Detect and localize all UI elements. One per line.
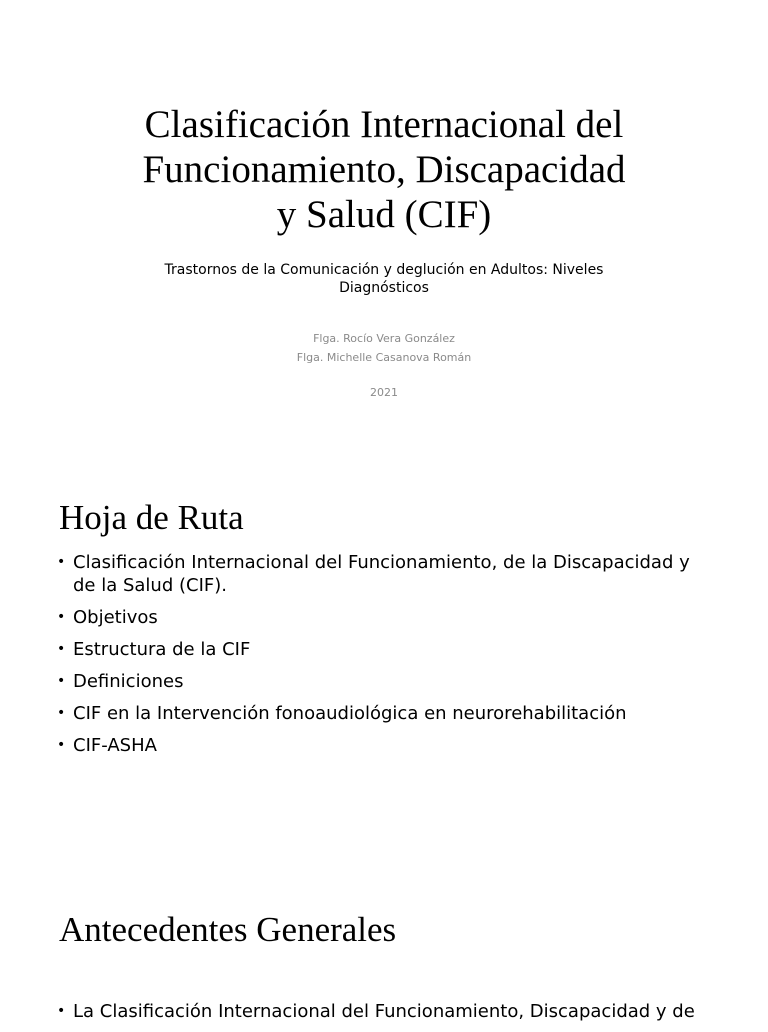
roadmap-list bbox=[57, 551, 717, 766]
title-slide bbox=[0, 0, 768, 450]
bullet-icon: • bbox=[57, 554, 66, 570]
list-item-text: Clasificación Internacional del Funcionamiento, de la Discapacidad y de la Salud (CIF). bbox=[73, 552, 690, 596]
list-item-text: Objetivos bbox=[73, 607, 158, 628]
bullet-icon: • bbox=[57, 1003, 66, 1019]
subtitle-line: Diagnósticos bbox=[339, 280, 429, 296]
list-item bbox=[57, 606, 717, 629]
list-item bbox=[57, 734, 717, 757]
list-item bbox=[57, 1000, 717, 1023]
subtitle-line: Trastornos de la Comunicación y deglución en Adultos: Niveles bbox=[164, 262, 604, 278]
presentation-year: 2021 bbox=[370, 386, 398, 399]
authors-block bbox=[184, 329, 584, 367]
presentation-subtitle bbox=[114, 261, 654, 297]
list-item bbox=[57, 670, 717, 693]
roadmap-slide bbox=[0, 450, 768, 900]
list-item-text: CIF-ASHA bbox=[73, 735, 157, 756]
presentation-title bbox=[84, 102, 684, 237]
list-item-text: La Clasificación Internacional del Funcionamiento, Discapacidad y de bbox=[73, 1001, 695, 1022]
title-line: Funcionamiento, Discapacidad bbox=[142, 148, 626, 191]
list-item bbox=[57, 702, 717, 725]
author-name: Flga. Michelle Casanova Román bbox=[296, 351, 472, 364]
bullet-icon: • bbox=[57, 673, 66, 689]
list-item-text: Definiciones bbox=[73, 671, 184, 692]
title-line: y Salud (CIF) bbox=[276, 193, 492, 236]
list-item bbox=[57, 551, 717, 597]
list-item bbox=[57, 638, 717, 661]
author-name: Flga. Rocío Vera González bbox=[313, 332, 455, 345]
background-slide bbox=[0, 900, 768, 1024]
background-heading: Antecedentes Generales bbox=[59, 910, 397, 949]
bullet-icon: • bbox=[57, 641, 66, 657]
bullet-icon: • bbox=[57, 705, 66, 721]
title-line: Clasificación Internacional del bbox=[144, 103, 624, 146]
list-item-text: Estructura de la CIF bbox=[73, 639, 251, 660]
background-list bbox=[57, 1000, 717, 1032]
list-item-text: CIF en la Intervención fonoaudiológica en neurorehabilitación bbox=[73, 703, 627, 724]
bullet-icon: • bbox=[57, 609, 66, 625]
roadmap-heading: Hoja de Ruta bbox=[59, 498, 244, 537]
bullet-icon: • bbox=[57, 737, 66, 753]
